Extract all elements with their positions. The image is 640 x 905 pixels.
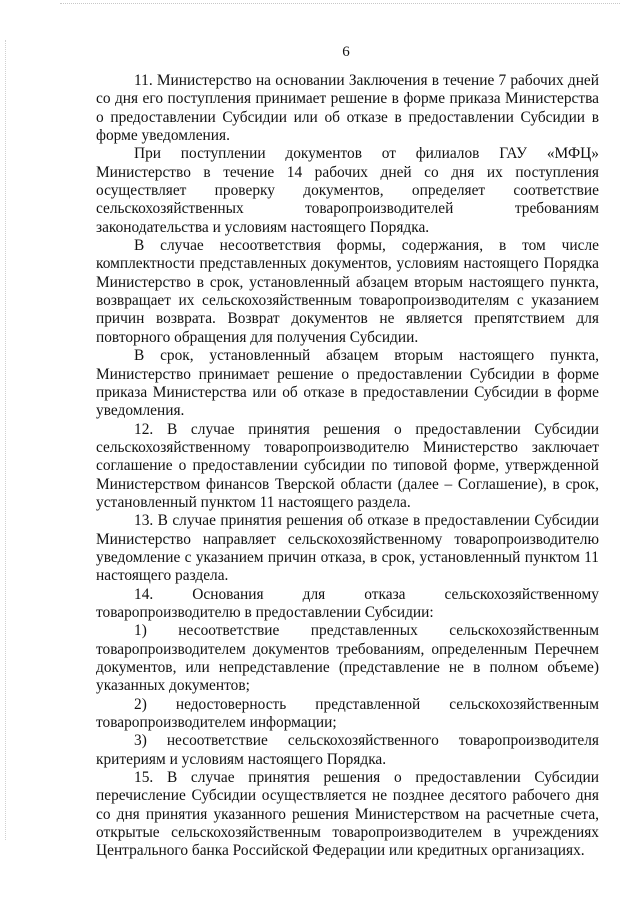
scan-edge-top bbox=[60, 3, 620, 4]
document-body bbox=[96, 72, 599, 861]
scan-edge-left bbox=[5, 40, 6, 840]
paragraph-clause-12: 12. В случае принятия решения о предоставлении Субсидии сельскохозяйственному товаропроизводителю Министерство заключает соглашение о предоставлении субсидии по типовой форме, утвержденной Министерством финансов Тверской области (далее – Соглашение), в срок, установленный пунктом 11 настоящего раздела. bbox=[96, 420, 599, 511]
list-item-3: 3) несоответствие сельскохозяйственного товаропроизводителя критериям и условиям настоящего Порядка. bbox=[96, 732, 599, 768]
paragraph-clause-11: 11. Министерство на основании Заключения в течение 7 рабочих дней со дня его поступления принимает решение в форме приказа Министерства о предоставлении Субсидии или об отказе в предоставлении Субсидии в форме уведомления. bbox=[96, 72, 599, 145]
list-item-1: 1) несоответствие представленных сельскохозяйственным товаропроизводителем документов требованиям, определенным Перечнем документов, или непредставление (представление не в полном объеме) указанных документов; bbox=[96, 622, 599, 695]
paragraph-clause-15: 15. В случае принятия решения о предоставлении Субсидии перечисление Субсидии осуществляется не позднее десятого рабочего дня со дня принятия указанного решения Министерством на расчетные счета, открытые сельскохозяйственным товаропроизводителем в учреждениях Центрального банка Российской Федерации или кредитных организациях. bbox=[96, 769, 599, 860]
paragraph-document-check: При поступлении документов от филиалов ГАУ «МФЦ» Министерство в течение 14 рабочих дней со дня их поступления осуществляет проверку документов, определяет соответствие сельскохозяйственных товаропроизводителей требованиям законодательства и условиям настоящего Порядка. bbox=[96, 145, 599, 236]
paragraph-clause-13: 13. В случае принятия решения об отказе в предоставлении Субсидии Министерство направляет сельскохозяйственному товаропроизводителю уведомление с указанием причин отказа, в срок, установленный пунктом 11 настоящего раздела. bbox=[96, 512, 599, 585]
page-number: 6 bbox=[342, 44, 350, 60]
paragraph-clause-14: 14. Основания для отказа сельскохозяйственному товаропроизводителю в предоставлении Субсидии: bbox=[96, 585, 599, 621]
paragraph-decision: В срок, установленный абзацем вторым настоящего пункта, Министерство принимает решение о предоставлении Субсидии в форме приказа Министерства или об отказе в предоставлении Субсидии в форме уведомления. bbox=[96, 347, 599, 420]
paragraph-document-return: В случае несоответствия формы, содержания, в том числе комплектности представленных документов, условиям настоящего Порядка Министерство в срок, установленный абзацем вторым настоящего пункта, возвращает их сельскохозяйственным товаропроизводителям с указанием причин возврата. Возврат документов не является препятствием для повторного обращения для получения Субсидии. bbox=[96, 237, 599, 346]
list-item-2: 2) недостоверность представленной сельскохозяйственным товаропроизводителем информации; bbox=[96, 695, 599, 732]
